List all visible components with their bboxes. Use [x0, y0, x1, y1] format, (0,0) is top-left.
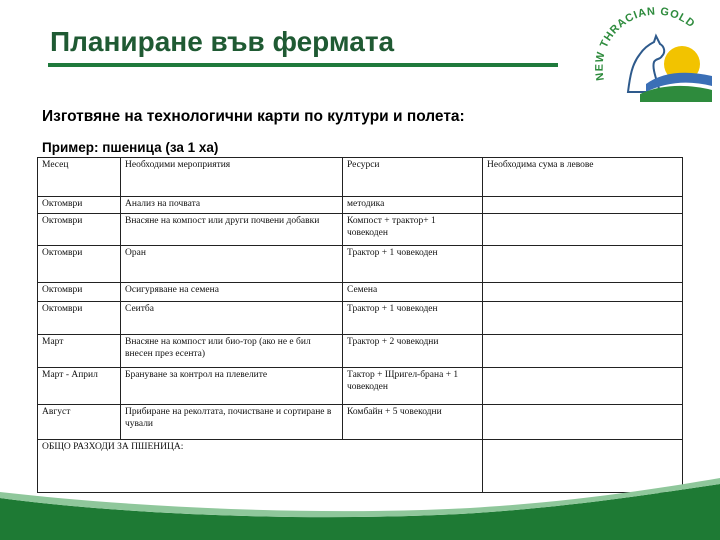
table-row	[38, 302, 683, 335]
month-cell: Октомври	[38, 283, 121, 302]
resources-cell: Семена	[343, 283, 483, 302]
table-row	[38, 283, 683, 302]
footer-green-swoosh	[0, 478, 720, 540]
amount-cell	[483, 335, 683, 368]
amount-cell	[483, 302, 683, 335]
title-underline	[48, 63, 558, 67]
resources-cell: Комбайн + 5 човекодни	[343, 405, 483, 440]
logo-text: NEW THRACIAN GOLD	[593, 6, 698, 82]
month-cell: Октомври	[38, 246, 121, 283]
activity-cell: Осигуряване на семена	[121, 283, 343, 302]
resources-cell: методика	[343, 197, 483, 214]
page-title: Планиране във фермата	[50, 26, 395, 57]
section-heading: Изготвяне на технологични карти по култури и полета:	[42, 108, 465, 125]
amount-cell	[483, 283, 683, 302]
section-subheading: Пример: пшеница (за 1 ха)	[42, 140, 219, 155]
table-header-row	[38, 158, 683, 197]
column-header-activity: Необходими мероприятия	[121, 158, 343, 197]
month-cell: Октомври	[38, 214, 121, 246]
activity-cell: Оран	[121, 246, 343, 283]
table-row	[38, 197, 683, 214]
resources-cell: Трактор + 1 човекоден	[343, 302, 483, 335]
new-thracian-gold-logo	[590, 6, 716, 102]
column-header-resources: Ресурси	[343, 158, 483, 197]
month-cell: Октомври	[38, 197, 121, 214]
table-row	[38, 335, 683, 368]
amount-cell	[483, 214, 683, 246]
table-row	[38, 405, 683, 440]
activity-cell: Брануване за контрол на плевелите	[121, 368, 343, 405]
column-header-amount: Необходима сума в левове	[483, 158, 683, 197]
resources-cell: Тактор + Щригел-брана + 1 човекоден	[343, 368, 483, 405]
activity-cell: Внасяне на компост или био-тор (ако не е бил внесен през есента)	[121, 335, 343, 368]
activity-cell: Сеитба	[121, 302, 343, 335]
month-cell: Октомври	[38, 302, 121, 335]
table-row	[38, 214, 683, 246]
table-row	[38, 368, 683, 405]
activity-cell: Внасяне на компост или други почвени добавки	[121, 214, 343, 246]
month-cell: Март - Април	[38, 368, 121, 405]
activity-cell: Анализ на почвата	[121, 197, 343, 214]
month-cell: Август	[38, 405, 121, 440]
amount-cell	[483, 368, 683, 405]
resources-cell: Компост + трактор+ 1 човекоден	[343, 214, 483, 246]
amount-cell	[483, 405, 683, 440]
amount-cell	[483, 197, 683, 214]
month-cell: Март	[38, 335, 121, 368]
total-label: ОБЩО РАЗХОДИ ЗА ПШЕНИЦА:	[38, 440, 483, 493]
column-header-month: Месец	[38, 158, 121, 197]
amount-cell	[483, 246, 683, 283]
technology-map-table	[37, 157, 683, 493]
table-row	[38, 246, 683, 283]
resources-cell: Трактор + 1 човекоден	[343, 246, 483, 283]
activity-cell: Прибиране на реколтата, почистване и сортиране в чували	[121, 405, 343, 440]
resources-cell: Трактор + 2 човекодни	[343, 335, 483, 368]
